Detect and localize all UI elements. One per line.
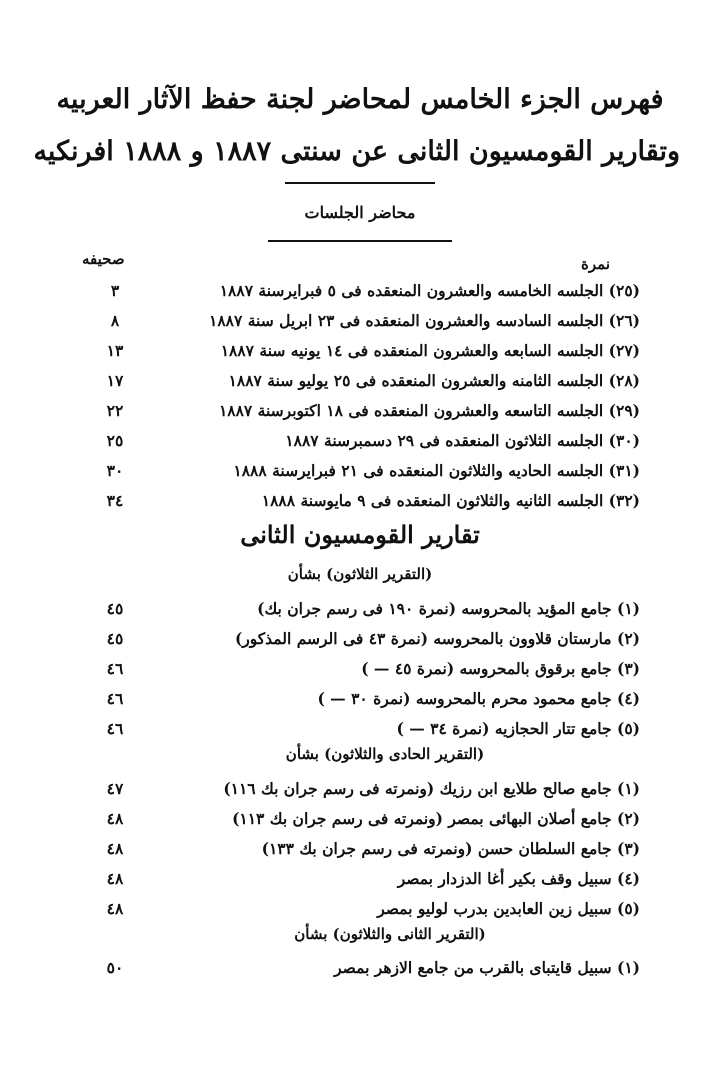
report-item-number: (٥) <box>616 899 640 918</box>
page-column-header: صحيفه <box>82 250 125 268</box>
report-item-number: (٢) <box>616 629 640 648</box>
report-item-title: سبيل وقف بكير أغا الدزدار بمصر <box>397 869 612 888</box>
report-item <box>80 689 640 717</box>
report-item-page: ٤٦ <box>106 689 124 708</box>
session-title: الجلسه التاسعه والعشرون المنعقده فى ١٨ اكتوبرسنة ١٨٨٧ <box>218 401 604 420</box>
report-32-heading: (التقرير الثانى والثلاثون) بشأن <box>294 925 486 943</box>
session-number: (٢٩) <box>608 401 640 420</box>
report-item-number: (٢) <box>616 809 640 828</box>
report-item-title: جامع محمود محرم بالمحروسه (نمرة ٣٠ — ) <box>317 689 612 708</box>
session-title: الجلسه الثلاثون المنعقده فى ٢٩ دسمبرسنة ١٨٨٧ <box>285 431 604 450</box>
sessions-divider <box>268 240 452 242</box>
session-page: ٢٢ <box>106 401 124 420</box>
report-30-heading: (التقرير الثلاثون) بشأن <box>287 565 433 583</box>
report-item-number: (٣) <box>616 839 640 858</box>
report-item-number: (١) <box>616 599 640 618</box>
session-number: (٣٢) <box>608 491 640 510</box>
session-title: الجلسه الخامسه والعشرون المنعقده فى ٥ فبرايرسنة ١٨٨٧ <box>219 281 604 300</box>
report-item-title: جامع صالح طلايع ابن رزيك (ونمرته فى رسم جران بك ١١٦) <box>223 779 612 798</box>
report-item-page: ٤٨ <box>106 809 124 828</box>
report-item <box>80 899 640 927</box>
report-item-number: (٤) <box>616 869 640 888</box>
number-column-header: نمرة <box>581 255 610 273</box>
report-item-page: ٤٦ <box>106 659 124 678</box>
report-item-number: (٥) <box>616 719 640 738</box>
report-item <box>80 839 640 867</box>
session-page: ٣٤ <box>106 491 124 510</box>
report-item-number: (٣) <box>616 659 640 678</box>
session-row <box>80 431 640 459</box>
report-item-title: سبيل قايتباى بالقرب من جامع الازهر بمصر <box>334 958 612 977</box>
report-item-title: سبيل زين العابدين بدرب لوليو بمصر <box>377 899 612 918</box>
session-title: الجلسه السادسه والعشرون المنعقده فى ٢٣ ابريل سنة ١٨٨٧ <box>209 311 604 330</box>
session-page: ١٧ <box>106 371 124 390</box>
session-title: الجلسه الثانيه والثلاثون المنعقده فى ٩ مايوسنة ١٨٨٨ <box>261 491 604 510</box>
session-row <box>80 491 640 519</box>
report-item-page: ٤٧ <box>106 779 124 798</box>
report-item <box>80 629 640 657</box>
session-title: الجلسه الثامنه والعشرون المنعقده فى ٢٥ يوليو سنة ١٨٨٧ <box>228 371 604 390</box>
report-item <box>80 809 640 837</box>
session-number: (٣٠) <box>608 431 640 450</box>
session-row <box>80 281 640 309</box>
report-item <box>80 599 640 627</box>
report-item <box>80 779 640 807</box>
sessions-heading: محاضر الجلسات <box>304 203 416 222</box>
report-item-page: ٤٨ <box>106 869 124 888</box>
session-number: (٣١) <box>608 461 640 480</box>
session-page: ٣ <box>110 281 120 300</box>
session-number: (٢٧) <box>608 341 640 360</box>
session-row <box>80 311 640 339</box>
title-divider <box>285 182 435 184</box>
report-item-page: ٤٨ <box>106 839 124 858</box>
report-item <box>80 659 640 687</box>
report-item-page: ٤٦ <box>106 719 124 738</box>
report-item-title: جامع المؤيد بالمحروسه (نمرة ١٩٠ فى رسم جران بك) <box>257 599 612 618</box>
report-item-number: (١) <box>616 958 640 977</box>
session-number: (٢٥) <box>608 281 640 300</box>
session-number: (٢٦) <box>608 311 640 330</box>
session-row <box>80 341 640 369</box>
session-page: ٨ <box>110 311 120 330</box>
report-item <box>80 958 640 986</box>
report-item-title: جامع أصلان البهائى بمصر (ونمرته فى رسم جران بك ١١٣) <box>232 809 612 828</box>
index-title-line-2: وتقارير القومسيون الثانى عن سنتى ١٨٨٧ و ١٨٨٨ افرنكيه <box>33 136 680 167</box>
report-item-page: ٤٥ <box>106 629 124 648</box>
index-title-line-1: فهرس الجزء الخامس لمحاضر لجنة حفظ الآثار العربيه <box>56 84 664 115</box>
report-item <box>80 869 640 897</box>
report-item-title: جامع برقوق بالمحروسه (نمرة ٤٥ — ) <box>361 659 612 678</box>
report-item-number: (١) <box>616 779 640 798</box>
report-item-page: ٥٠ <box>106 958 124 977</box>
session-number: (٢٨) <box>608 371 640 390</box>
session-title: الجلسه السابعه والعشرون المنعقده فى ١٤ يونيه سنة ١٨٨٧ <box>220 341 604 360</box>
report-item-number: (٤) <box>616 689 640 708</box>
report-31-heading: (التقرير الحادى والثلاثون) بشأن <box>285 745 485 763</box>
session-page: ١٣ <box>106 341 124 360</box>
reports-heading: تقارير القومسيون الثانى <box>240 520 480 549</box>
session-row <box>80 401 640 429</box>
report-item-title: جامع السلطان حسن (ونمرته فى رسم جران بك ١٣٣) <box>261 839 612 858</box>
session-row <box>80 461 640 489</box>
report-item-page: ٤٥ <box>106 599 124 618</box>
report-item-page: ٤٨ <box>106 899 124 918</box>
session-page: ٢٥ <box>106 431 124 450</box>
session-title: الجلسه الحاديه والثلاثون المنعقده فى ٢١ فبرايرسنة ١٨٨٨ <box>233 461 604 480</box>
session-page: ٣٠ <box>106 461 124 480</box>
report-item-title: جامع تتار الحجازيه (نمرة ٣٤ — ) <box>396 719 612 738</box>
report-item <box>80 719 640 747</box>
report-item-title: مارستان قلاوون بالمحروسه (نمرة ٤٣ فى الرسم المذكور) <box>234 629 612 648</box>
session-row <box>80 371 640 399</box>
